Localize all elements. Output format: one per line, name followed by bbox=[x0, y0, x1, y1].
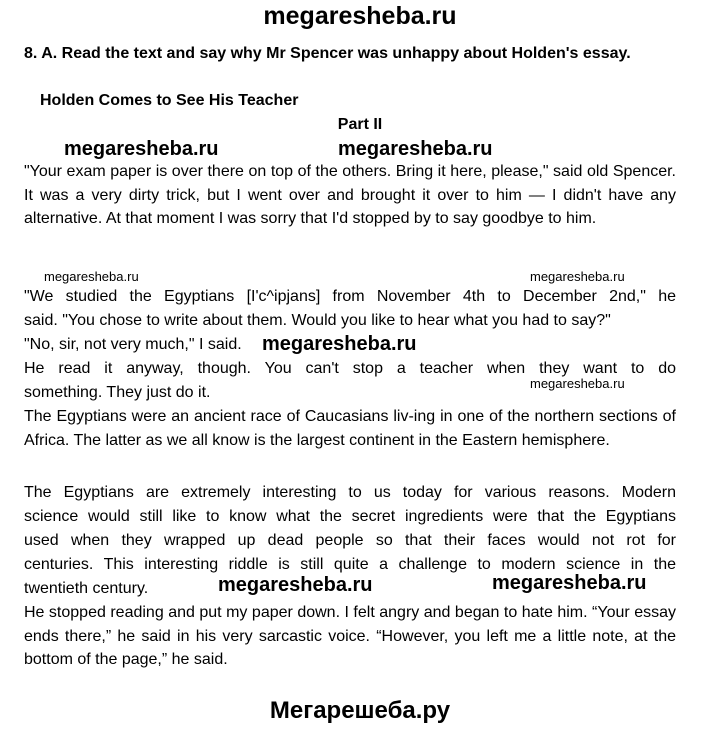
watermark: megaresheba.ru bbox=[338, 138, 493, 160]
watermark-bottom: Мегарешеба.ру bbox=[269, 697, 451, 724]
paragraph-4-line-1: He read it anyway, though. You can't stop a teacher when they want to do bbox=[24, 360, 676, 377]
paragraph-6-line: used when they wrapped up dead people so that their faces would not rot for bbox=[24, 532, 676, 549]
watermark: megaresheba.ru bbox=[530, 269, 625, 284]
watermark: megaresheba.ru bbox=[492, 572, 647, 594]
paragraph-6-line: science would still like to know what the secret ingredients were that the Egyptians bbox=[24, 508, 676, 525]
paragraph-4-line-2: something. They just do it. bbox=[24, 384, 211, 401]
watermark: megaresheba.ru bbox=[262, 333, 417, 355]
watermark: megaresheba.ru bbox=[530, 376, 625, 391]
paragraph-6-line: centuries. This interesting riddle is still quite a challenge to modern science in the bbox=[24, 556, 676, 573]
paragraph-6-line: The Egyptians are extremely interesting to us today for various reasons. Modern bbox=[24, 484, 676, 501]
text-title: Holden Comes to See His Teacher bbox=[40, 92, 299, 109]
paragraph-7: He stopped reading and put my paper down. I felt angry and began to hate him. “Your essay ends there,” he said in his very sarcastic voice. “However, you left me a little note, at the bottom of the page,” he said. bbox=[24, 604, 676, 668]
paragraph-2-line-1: "We studied the Egyptians [I'c^ipjans] from November 4th to December 2nd," he bbox=[24, 288, 676, 305]
watermark: megaresheba.ru bbox=[218, 574, 373, 596]
paragraph-1: "Your exam paper is over there on top of the others. Bring it here, please," said old Spencer. It was a very dirty trick, but I went over and brought it over to him — I didn't have any alternative. At that moment I was sorry that I'd stopped by to say goodbye to him. bbox=[24, 163, 676, 227]
paragraph-2-line-2: said. "You chose to write about them. Would you like to hear what you had to say?" bbox=[24, 312, 611, 329]
paragraph-3: "No, sir, not very much," I said. bbox=[24, 336, 242, 353]
watermark-top: megaresheba.ru bbox=[263, 2, 457, 30]
paragraph-5: The Egyptians were an ancient race of Caucasians liv-ing in one of the northern sections of Africa. The latter as we all know is the largest continent in the Eastern hemisphere. bbox=[24, 408, 676, 449]
watermark: megaresheba.ru bbox=[44, 269, 139, 284]
task-instruction: 8. A. Read the text and say why Mr Spencer was unhappy about Holden's essay. bbox=[24, 45, 631, 62]
paragraph-6-line: twentieth century. bbox=[24, 580, 149, 597]
watermark: megaresheba.ru bbox=[64, 138, 219, 160]
part-label: Part II bbox=[337, 116, 383, 133]
